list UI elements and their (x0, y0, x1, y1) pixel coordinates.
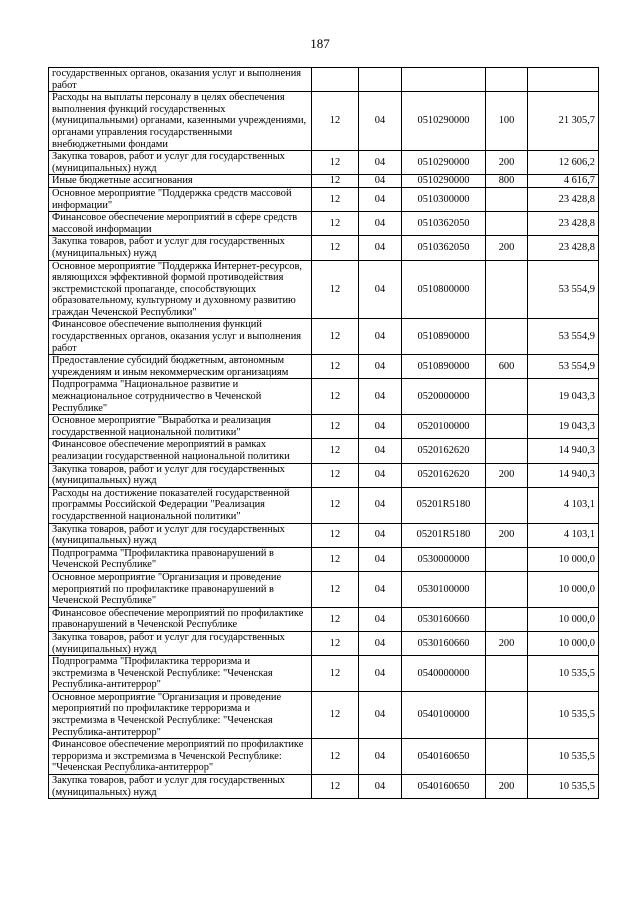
row-name-cell: Финансовое обеспечение мероприятий по профилактике правонарушений в Чеченской Республике (49, 607, 312, 631)
row-target-article-cell: 0530160660 (402, 631, 486, 655)
table-row (49, 631, 599, 655)
table-row (49, 607, 599, 631)
table-row (49, 355, 599, 379)
row-section-cell: 12 (312, 175, 359, 188)
row-target-article-cell: 0510290000 (402, 175, 486, 188)
row-name-cell: Подпрограмма "Профилактика правонарушений в Чеченской Республике" (49, 547, 312, 571)
row-target-article-cell: 0510800000 (402, 260, 486, 319)
row-target-article-cell (402, 68, 486, 92)
row-section-cell: 12 (312, 547, 359, 571)
row-section-cell: 12 (312, 691, 359, 738)
row-target-article-cell: 0540000000 (402, 656, 486, 692)
row-name-cell: Финансовое обеспечение мероприятий в сфере средств массовой информации (49, 212, 312, 236)
row-expense-type-cell (486, 319, 528, 355)
row-expense-type-cell: 200 (486, 236, 528, 260)
row-name-cell: Финансовое обеспечение выполнения функций государственных органов, оказания услуг и выполнения работ (49, 319, 312, 355)
row-subsection-cell: 04 (359, 775, 402, 799)
row-section-cell: 12 (312, 187, 359, 211)
row-expense-type-cell: 200 (486, 631, 528, 655)
row-section-cell: 12 (312, 739, 359, 775)
row-name-cell: Основное мероприятие "Поддержка средств массовой информации" (49, 187, 312, 211)
row-target-article-cell: 0520000000 (402, 379, 486, 415)
row-expense-type-cell (486, 487, 528, 523)
table-row (49, 571, 599, 607)
row-subsection-cell: 04 (359, 691, 402, 738)
table-row (49, 487, 599, 523)
row-subsection-cell: 04 (359, 439, 402, 463)
row-name-cell: Подпрограмма "Национальное развитие и межнациональное сотрудничество в Чеченской Республике" (49, 379, 312, 415)
row-amount-cell (528, 68, 599, 92)
table-row (49, 68, 599, 92)
row-name-cell: Закупка товаров, работ и услуг для государственных (муниципальных) нужд (49, 631, 312, 655)
row-amount-cell: 53 554,9 (528, 355, 599, 379)
row-name-cell: Основное мероприятие "Организация и проведение мероприятий по профилактике терроризма и экстремизма в Чеченской Республике: "Чеченская Республика-антитеррор" (49, 691, 312, 738)
page-number: 187 (310, 36, 330, 51)
row-target-article-cell: 0510290000 (402, 92, 486, 151)
row-section-cell: 12 (312, 379, 359, 415)
row-amount-cell: 4 103,1 (528, 487, 599, 523)
row-target-article-cell: 0510362050 (402, 236, 486, 260)
table-row (49, 656, 599, 692)
row-subsection-cell: 04 (359, 355, 402, 379)
row-amount-cell: 10 000,0 (528, 607, 599, 631)
row-target-article-cell: 05201R5180 (402, 487, 486, 523)
row-amount-cell: 53 554,9 (528, 319, 599, 355)
row-expense-type-cell (486, 607, 528, 631)
row-amount-cell: 10 535,5 (528, 775, 599, 799)
row-section-cell: 12 (312, 463, 359, 487)
row-target-article-cell: 0530000000 (402, 547, 486, 571)
row-section-cell: 12 (312, 92, 359, 151)
row-target-article-cell: 0510890000 (402, 355, 486, 379)
table-row (49, 175, 599, 188)
row-amount-cell: 23 428,8 (528, 187, 599, 211)
row-expense-type-cell (486, 439, 528, 463)
table-row (49, 236, 599, 260)
row-amount-cell: 4 103,1 (528, 523, 599, 547)
row-expense-type-cell: 100 (486, 92, 528, 151)
row-name-cell: Основное мероприятие "Организация и проведение мероприятий по профилактике правонарушений в Чеченской Республике" (49, 571, 312, 607)
row-amount-cell: 19 043,3 (528, 379, 599, 415)
row-amount-cell: 10 000,0 (528, 571, 599, 607)
row-name-cell: Основное мероприятие "Поддержка Интернет-ресурсов, являющихся эффективной формой противодействия экстремистской пропаганде, способствующих образовательному, культурному и духовному развитию граждан Чеченской Республики" (49, 260, 312, 319)
row-section-cell: 12 (312, 571, 359, 607)
row-target-article-cell: 0530160660 (402, 607, 486, 631)
row-expense-type-cell (486, 68, 528, 92)
table-row (49, 319, 599, 355)
row-amount-cell: 10 000,0 (528, 547, 599, 571)
budget-table-body (49, 68, 599, 799)
row-target-article-cell: 0540100000 (402, 691, 486, 738)
budget-table (48, 67, 599, 799)
row-amount-cell: 12 606,2 (528, 151, 599, 175)
row-expense-type-cell (486, 260, 528, 319)
row-section-cell: 12 (312, 775, 359, 799)
row-target-article-cell: 0530100000 (402, 571, 486, 607)
row-expense-type-cell (486, 212, 528, 236)
row-section-cell: 12 (312, 439, 359, 463)
row-subsection-cell: 04 (359, 656, 402, 692)
row-expense-type-cell: 600 (486, 355, 528, 379)
row-subsection-cell: 04 (359, 379, 402, 415)
row-section-cell: 12 (312, 631, 359, 655)
row-amount-cell: 21 305,7 (528, 92, 599, 151)
row-expense-type-cell (486, 571, 528, 607)
row-section-cell: 12 (312, 656, 359, 692)
row-expense-type-cell (486, 691, 528, 738)
row-section-cell: 12 (312, 415, 359, 439)
table-row (49, 739, 599, 775)
table-row (49, 547, 599, 571)
row-name-cell: Расходы на достижение показателей государственной программы Российской Федерации "Реализация государственной национальной политики" (49, 487, 312, 523)
table-row (49, 151, 599, 175)
table-row (49, 260, 599, 319)
row-subsection-cell: 04 (359, 631, 402, 655)
row-subsection-cell: 04 (359, 319, 402, 355)
row-subsection-cell: 04 (359, 547, 402, 571)
row-name-cell: Основное мероприятие "Выработка и реализация государственной национальной политики" (49, 415, 312, 439)
row-target-article-cell: 0510890000 (402, 319, 486, 355)
row-amount-cell: 23 428,8 (528, 236, 599, 260)
row-name-cell: Финансовое обеспечение мероприятий в рамках реализации государственной национальной политики (49, 439, 312, 463)
row-section-cell: 12 (312, 236, 359, 260)
row-expense-type-cell (486, 547, 528, 571)
row-amount-cell: 23 428,8 (528, 212, 599, 236)
row-section-cell (312, 68, 359, 92)
row-subsection-cell: 04 (359, 523, 402, 547)
row-expense-type-cell (486, 415, 528, 439)
row-target-article-cell: 0510300000 (402, 187, 486, 211)
row-target-article-cell: 0510290000 (402, 151, 486, 175)
table-row (49, 379, 599, 415)
row-name-cell: Финансовое обеспечение мероприятий по профилактике терроризма и экстремизма в Чеченской Республике: "Чеченская Республика-антитеррор" (49, 739, 312, 775)
row-name-cell: Расходы на выплаты персоналу в целях обеспечения выполнения функций государственных (муниципальными) органами, казенными учреждениями, органами управления государственными внебюджетными фондами (49, 92, 312, 151)
row-subsection-cell: 04 (359, 463, 402, 487)
table-row (49, 523, 599, 547)
row-subsection-cell: 04 (359, 212, 402, 236)
row-section-cell: 12 (312, 260, 359, 319)
row-target-article-cell: 0520162620 (402, 463, 486, 487)
table-row (49, 775, 599, 799)
table-row (49, 187, 599, 211)
row-name-cell: Иные бюджетные ассигнования (49, 175, 312, 188)
row-expense-type-cell (486, 379, 528, 415)
row-name-cell: Закупка товаров, работ и услуг для государственных (муниципальных) нужд (49, 151, 312, 175)
row-subsection-cell (359, 68, 402, 92)
table-row (49, 463, 599, 487)
row-target-article-cell: 0540160650 (402, 775, 486, 799)
row-name-cell: Закупка товаров, работ и услуг для государственных (муниципальных) нужд (49, 775, 312, 799)
row-subsection-cell: 04 (359, 175, 402, 188)
row-subsection-cell: 04 (359, 739, 402, 775)
row-name-cell: государственных органов, оказания услуг и выполнения работ (49, 68, 312, 92)
row-amount-cell: 10 000,0 (528, 631, 599, 655)
row-amount-cell: 4 616,7 (528, 175, 599, 188)
row-subsection-cell: 04 (359, 236, 402, 260)
row-amount-cell: 10 535,5 (528, 739, 599, 775)
row-name-cell: Закупка товаров, работ и услуг для государственных (муниципальных) нужд (49, 463, 312, 487)
table-row (49, 92, 599, 151)
table-row (49, 415, 599, 439)
row-section-cell: 12 (312, 151, 359, 175)
row-target-article-cell: 0540160650 (402, 739, 486, 775)
row-subsection-cell: 04 (359, 151, 402, 175)
row-amount-cell: 14 940,3 (528, 439, 599, 463)
row-target-article-cell: 0520162620 (402, 439, 486, 463)
row-amount-cell: 10 535,5 (528, 691, 599, 738)
row-subsection-cell: 04 (359, 607, 402, 631)
row-subsection-cell: 04 (359, 187, 402, 211)
row-expense-type-cell: 200 (486, 775, 528, 799)
row-amount-cell: 14 940,3 (528, 463, 599, 487)
row-expense-type-cell: 800 (486, 175, 528, 188)
row-subsection-cell: 04 (359, 92, 402, 151)
row-expense-type-cell: 200 (486, 151, 528, 175)
row-amount-cell: 53 554,9 (528, 260, 599, 319)
row-subsection-cell: 04 (359, 260, 402, 319)
row-expense-type-cell (486, 187, 528, 211)
row-target-article-cell: 0510362050 (402, 212, 486, 236)
row-subsection-cell: 04 (359, 415, 402, 439)
row-amount-cell: 10 535,5 (528, 656, 599, 692)
row-target-article-cell: 0520100000 (402, 415, 486, 439)
row-target-article-cell: 05201R5180 (402, 523, 486, 547)
row-section-cell: 12 (312, 355, 359, 379)
row-expense-type-cell: 200 (486, 523, 528, 547)
table-row (49, 212, 599, 236)
table-row (49, 691, 599, 738)
row-section-cell: 12 (312, 212, 359, 236)
row-expense-type-cell (486, 739, 528, 775)
row-subsection-cell: 04 (359, 487, 402, 523)
row-expense-type-cell: 200 (486, 463, 528, 487)
row-name-cell: Предоставление субсидий бюджетным, автономным учреждениям и иным некоммерческим организациям (49, 355, 312, 379)
row-subsection-cell: 04 (359, 571, 402, 607)
row-expense-type-cell (486, 656, 528, 692)
table-row (49, 439, 599, 463)
row-name-cell: Подпрограмма "Профилактика терроризма и экстремизма в Чеченской Республике: "Чеченская Республика-антитеррор" (49, 656, 312, 692)
row-name-cell: Закупка товаров, работ и услуг для государственных (муниципальных) нужд (49, 236, 312, 260)
row-name-cell: Закупка товаров, работ и услуг для государственных (муниципальных) нужд (49, 523, 312, 547)
row-section-cell: 12 (312, 319, 359, 355)
row-amount-cell: 19 043,3 (528, 415, 599, 439)
row-section-cell: 12 (312, 487, 359, 523)
row-section-cell: 12 (312, 523, 359, 547)
row-section-cell: 12 (312, 607, 359, 631)
